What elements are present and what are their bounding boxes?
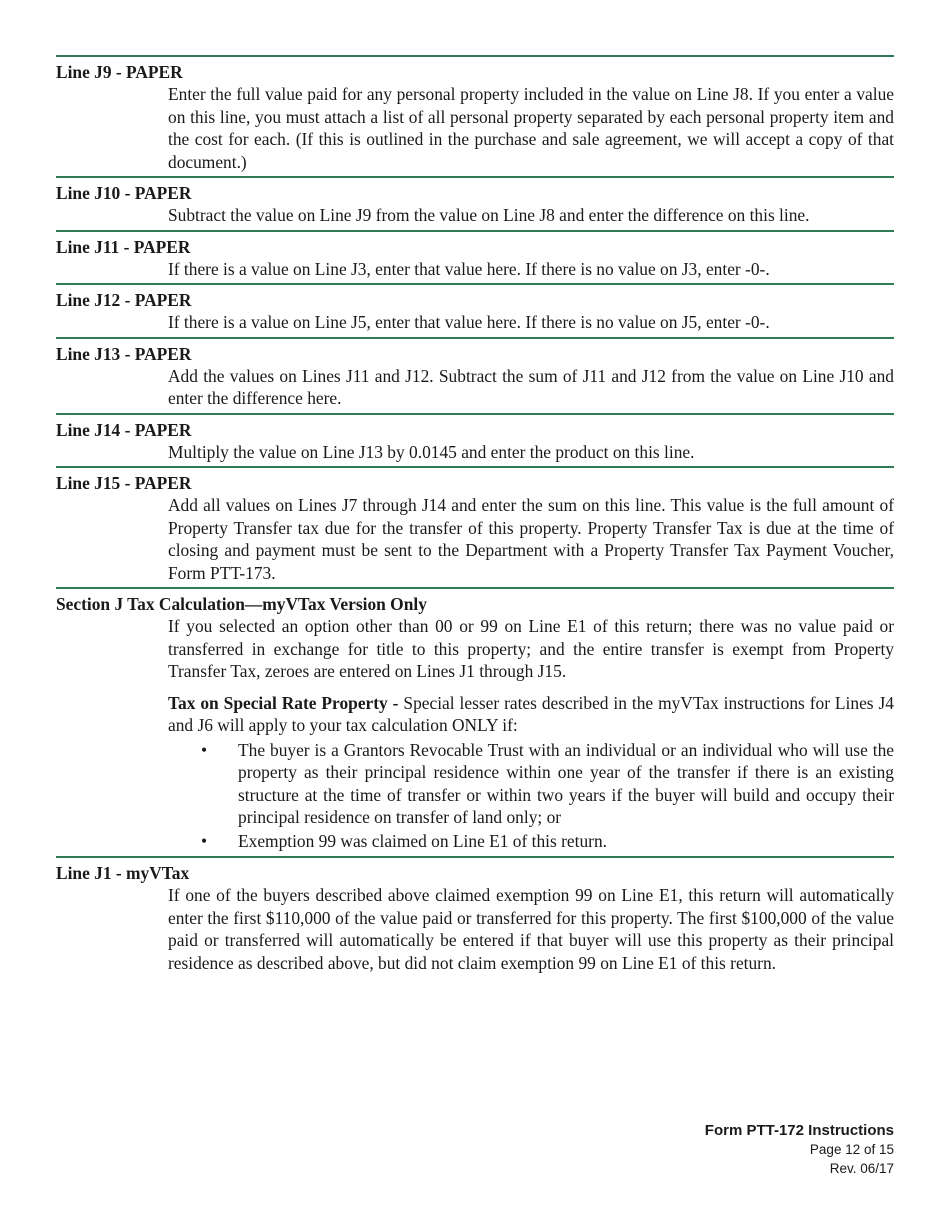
bullet-icon: • (201, 830, 208, 851)
section-body (168, 884, 894, 977)
section-heading: Line J9 - PAPER (56, 62, 183, 82)
section-divider (56, 283, 894, 285)
section-line-j11 (56, 236, 894, 284)
section-paragraph: Multiply the value on Line J13 by 0.0145 and enter the product on this line. (168, 441, 695, 462)
section-heading: Line J1 - myVTax (56, 863, 190, 883)
section-body (168, 615, 894, 856)
section-divider (56, 55, 894, 57)
page-number: Page 12 of 15 (809, 1142, 894, 1157)
form-title: Form PTT-172 Instructions (704, 1122, 894, 1139)
list-item (168, 830, 894, 853)
list-item-text: Exemption 99 was claimed on Line E1 of this return. (238, 830, 607, 851)
section-heading: Line J14 - PAPER (56, 419, 192, 440)
section-line-j1-myvtax (56, 862, 894, 977)
section-paragraph: If there is a value on Line J3, enter that value here. If there is no value on J3, enter -0-. (168, 258, 770, 279)
section-body (168, 365, 894, 413)
section-divider (56, 230, 894, 232)
section-line-j14 (56, 419, 894, 467)
section-paragraph: Add all values on Lines J7 through J14 and enter the sum on this line. This value is the full amount of Property Transfer tax due for the transfer of this property. Property Transfer Tax is due at the time of closing and payment must be sent to the Department with a Property Transfer Tax Payment Voucher, Form PTT-173. (168, 495, 894, 583)
section-divider (56, 856, 894, 858)
bullet-icon: • (201, 739, 208, 760)
section-paragraph: Subtract the value on Line J9 from the value on Line J8 and enter the difference on this line. (168, 205, 810, 225)
section-line-j13 (56, 343, 894, 413)
special-rate-text: Special lesser rates described in the myVTax instructions for Lines J4 and J6 will apply to your tax calculation ONLY if: (168, 692, 894, 735)
section-line-j15 (56, 472, 894, 587)
section-heading: Line J10 - PAPER (56, 183, 192, 203)
special-rate-conditions-list (168, 739, 894, 853)
instructions-page (56, 55, 894, 977)
special-rate-lead: Tax on Special Rate Property - (168, 692, 404, 713)
section-divider (56, 176, 894, 178)
section-heading: Line J11 - PAPER (56, 236, 191, 257)
revision-date: Rev. 06/17 (829, 1161, 894, 1176)
section-heading: Section J Tax Calculation—myVTax Version Only (56, 594, 427, 614)
section-body (168, 311, 894, 337)
section-body (168, 204, 894, 230)
section-divider (56, 337, 894, 339)
section-heading: Line J13 - PAPER (56, 343, 192, 364)
special-rate-paragraph (168, 692, 894, 737)
section-body (168, 494, 894, 587)
section-j-tax-calculation-myvtax (56, 593, 894, 856)
section-line-j12 (56, 289, 894, 337)
section-body (168, 83, 894, 176)
section-line-j10 (56, 182, 894, 230)
section-paragraph: Add the values on Lines J11 and J12. Subtract the sum of J11 and J12 from the value on Line J10 and enter the difference here. (168, 365, 894, 408)
section-paragraph: If one of the buyers described above claimed exemption 99 on Line E1, this return will automatically enter the first $110,000 of the value paid or transferred for this property. The first $100,000 of the value paid or transferred will automatically be entered if that buyer will use this property as their principal residence as described above, but did not claim exemption 99 on Line E1 of this return. (168, 885, 894, 973)
section-divider (56, 466, 894, 468)
section-divider (56, 587, 894, 589)
list-item-text: The buyer is a Grantors Revocable Trust with an individual or an individual who will use the property as their principal residence within one year of the transfer if there is an existing structure at the time of transfer or within two years if the buyer will build and occupy their principal residence on transfer of land only; or (238, 739, 894, 827)
section-body (168, 258, 894, 284)
section-heading: Line J12 - PAPER (56, 290, 192, 310)
list-item (168, 739, 894, 829)
section-paragraph: If there is a value on Line J5, enter that value here. If there is no value on J5, enter -0-. (168, 312, 770, 332)
section-divider (56, 413, 894, 415)
page-footer (705, 1121, 894, 1178)
section-paragraph: Enter the full value paid for any personal property included in the value on Line J8. If you enter a value on this line, you must attach a list of all personal property separated by each personal property item and the cost for each. (If this is outlined in the purchase and sale agreement, we will accept a copy of that document.) (168, 84, 894, 172)
section-line-j9 (56, 61, 894, 176)
section-heading: Line J15 - PAPER (56, 473, 192, 493)
section-paragraph: If you selected an option other than 00 or 99 on Line E1 of this return; there was no value paid or transferred in exchange for title to this property; and the entire transfer is exempt from Property Transfer Tax, zeroes are entered on Lines J1 through J15. (168, 616, 894, 681)
section-body (168, 441, 894, 467)
